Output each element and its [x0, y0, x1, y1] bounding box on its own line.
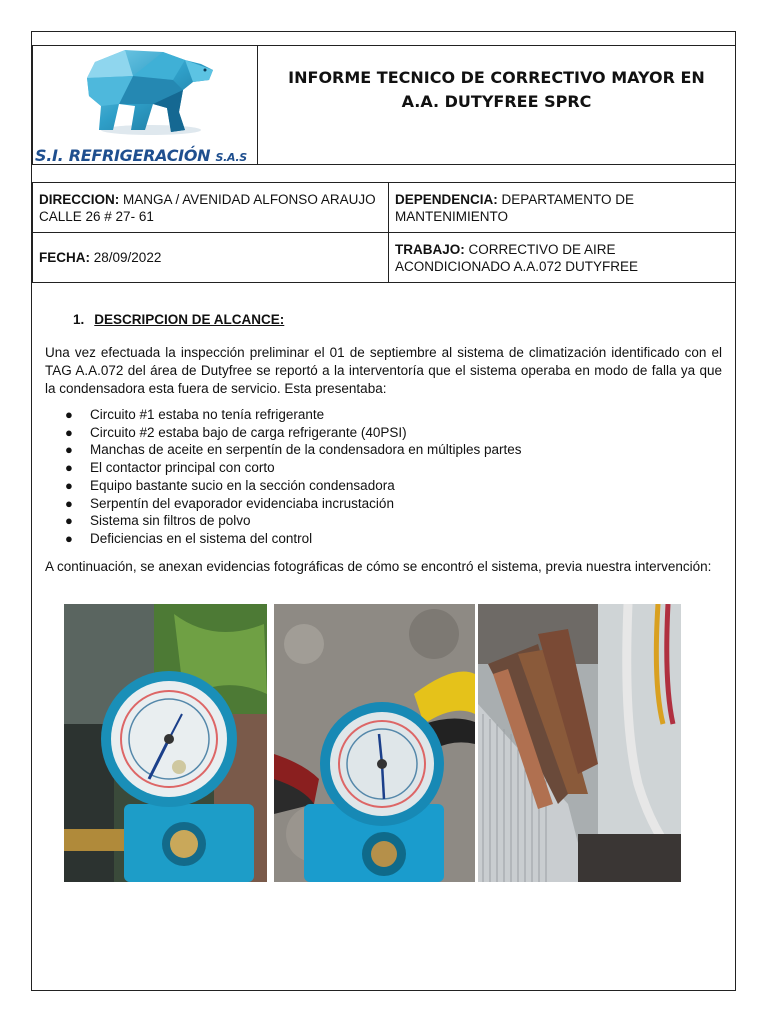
section-number: 1. [73, 312, 85, 327]
pressure-gauge-photo [64, 604, 267, 882]
bullet-icon: ● [65, 477, 73, 493]
list-item [62, 441, 522, 459]
fecha-label: FECHA: [39, 250, 90, 265]
outro-paragraph: A continuación, se anexan evidencias fotográficas de cómo se encontró el sistema, previa nuestra intervención: [45, 559, 712, 574]
list-item [62, 495, 522, 513]
bullet-icon: ● [65, 530, 73, 546]
info-table [32, 182, 736, 283]
condenser-coil-photo [478, 604, 681, 882]
photo-gauge-2 [274, 604, 475, 882]
list-item-text: Equipo bastante sucio en la sección condensadora [90, 477, 395, 493]
bullet-icon: ● [65, 424, 73, 440]
list-item-text: Deficiencias en el sistema del control [90, 530, 313, 546]
fecha-value: 28/09/2022 [93, 250, 162, 265]
list-item [62, 530, 522, 548]
trabajo-cell [389, 233, 735, 282]
section-heading [73, 312, 284, 327]
list-item-text: Circuito #2 estaba bajo de carga refrigerante (40PSI) [90, 424, 407, 440]
list-item-text: Sistema sin filtros de polvo [90, 513, 251, 529]
direccion-value: MANGA / AVENIDAD ALFONSO ARAUJO CALLE 26 # 27- 61 [39, 191, 376, 224]
dependencia-label: DEPENDENCIA: [395, 191, 498, 207]
photo-condenser [478, 604, 681, 882]
direccion-cell [33, 183, 389, 233]
list-item [62, 459, 522, 477]
polar-bear-icon [33, 46, 258, 146]
list-item-text: Serpentín del evaporador evidenciaba incrustación [90, 495, 394, 511]
list-item [62, 424, 522, 442]
fecha-cell [33, 233, 389, 282]
dependencia-value: DEPARTAMENTO DE MANTENIMIENTO [395, 191, 635, 224]
intro-paragraph: Una vez efectuada la inspección preliminar el 01 de septiembre al sistema de climatización identificado con el TAG A.A.072 del área de Dutyfree se reportó a la interventoría que el sistema operaba en modo de falla ya que la condensadora esta fuera de servicio. Esta presentaba: [45, 345, 722, 396]
report-header [32, 45, 736, 165]
company-name-text: S.I. REFRIGERACIÓN [35, 146, 211, 165]
section-title: DESCRIPCION DE ALCANCE: [94, 312, 285, 327]
trabajo-value: CORRECTIVO DE AIRE ACONDICIONADO A.A.072 DUTYFREE [395, 241, 639, 274]
bullet-icon: ● [65, 460, 73, 476]
bullet-icon: ● [65, 513, 73, 529]
bullet-icon: ● [65, 442, 73, 458]
dependencia-cell [389, 183, 735, 233]
page-title: INFORME TECNICO DE CORRECTIVO MAYOR EN A.A. DUTYFREE SPRC [288, 68, 705, 111]
list-item [62, 406, 522, 424]
findings-list [62, 406, 522, 548]
company-suffix: S.A.S [215, 151, 247, 164]
bullet-icon: ● [65, 407, 73, 422]
trabajo-label: TRABAJO: [395, 241, 465, 257]
list-item-text: El contactor principal con corto [90, 460, 275, 476]
logo [33, 46, 258, 164]
bullet-icon: ● [65, 495, 73, 511]
direccion-label: DIRECCION: [39, 191, 120, 207]
company-name [35, 146, 247, 165]
pressure-gauge-photo [274, 604, 475, 882]
list-item-text: Circuito #1 estaba no tenía refrigerante [90, 407, 325, 422]
list-item [62, 512, 522, 530]
photo-gauge-1 [64, 604, 267, 882]
title-cell [258, 46, 735, 164]
list-item-text: Manchas de aceite en serpentín de la condensadora en múltiples partes [90, 442, 522, 458]
list-item [62, 477, 522, 495]
